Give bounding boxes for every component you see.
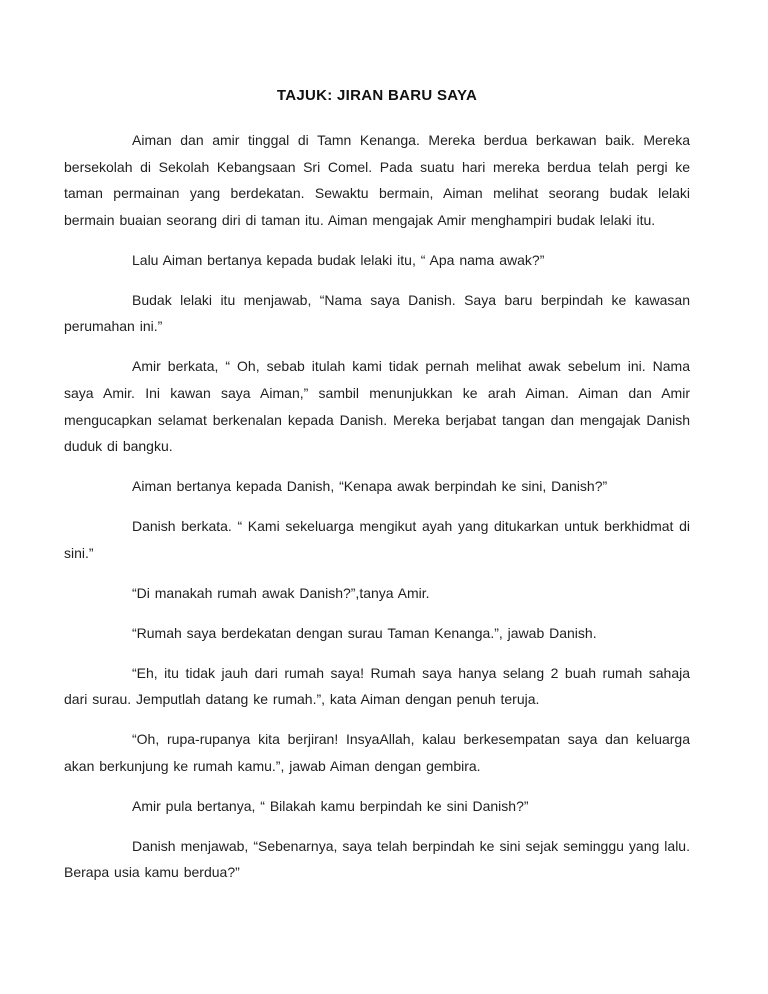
story-paragraph: Amir pula bertanya, “ Bilakah kamu berpindah ke sini Danish?” xyxy=(132,797,529,814)
story-paragraph: “Di manakah rumah awak Danish?”,tanya Amir. xyxy=(132,584,430,601)
story-paragraph: Amir berkata, “ Oh, sebab itulah kami tidak pernah melihat awak sebelum ini. Nama saya Amir. Ini kawan saya Aiman,” sambil menunjukkan ke arah Aiman. Aiman dan Amir mengucapkan selamat berkenalan kepada Danish. Mereka berjabat tangan dan mengajak Danish duduk di bangku. xyxy=(64,358,690,455)
story-paragraph: “Oh, rupa-rupanya kita berjiran! InsyaAllah, kalau berkesempatan saya dan keluarga akan berkunjung ke rumah kamu.”, jawab Aiman dengan gembira. xyxy=(64,731,690,774)
document-title: TAJUK: JIRAN BARU SAYA xyxy=(276,87,478,104)
story-paragraph: Aiman dan amir tinggal di Tamn Kenanga. Mereka berdua berkawan baik. Mereka bersekolah di Sekolah Kebangsaan Sri Comel. Pada suatu hari mereka berdua telah pergi ke taman permainan yang berdekatan. Sewaktu bermain, Aiman melihat seorang budak lelaki bermain buaian seorang diri di taman itu. Aiman mengajak Amir menghampiri budak lelaki itu. xyxy=(64,132,690,228)
story-paragraph: Danish menjawab, “Sebenarnya, saya telah berpindah ke sini sejak seminggu yang lalu. Berapa usia kamu berdua?” xyxy=(64,837,690,881)
story-paragraph: Lalu Aiman bertanya kepada budak lelaki itu, “ Apa nama awak?” xyxy=(132,251,545,268)
story-paragraph: Budak lelaki itu menjawab, “Nama saya Danish. Saya baru berpindah ke kawasan perumahan ini.” xyxy=(64,291,690,335)
story-paragraph: “Eh, itu tidak jauh dari rumah saya! Rumah saya hanya selang 2 buah rumah sahaja dari surau. Jemputlah datang ke rumah.”, kata Aiman dengan penuh teruja. xyxy=(64,664,690,708)
story-paragraph: Danish berkata. “ Kami sekeluarga mengikut ayah yang ditukarkan untuk berkhidmat di sini.” xyxy=(64,518,690,561)
story-paragraph: “Rumah saya berdekatan dengan surau Taman Kenanga.”, jawab Danish. xyxy=(132,624,597,641)
story-paragraph: Aiman bertanya kepada Danish, “Kenapa awak berpindah ke sini, Danish?” xyxy=(132,478,608,495)
